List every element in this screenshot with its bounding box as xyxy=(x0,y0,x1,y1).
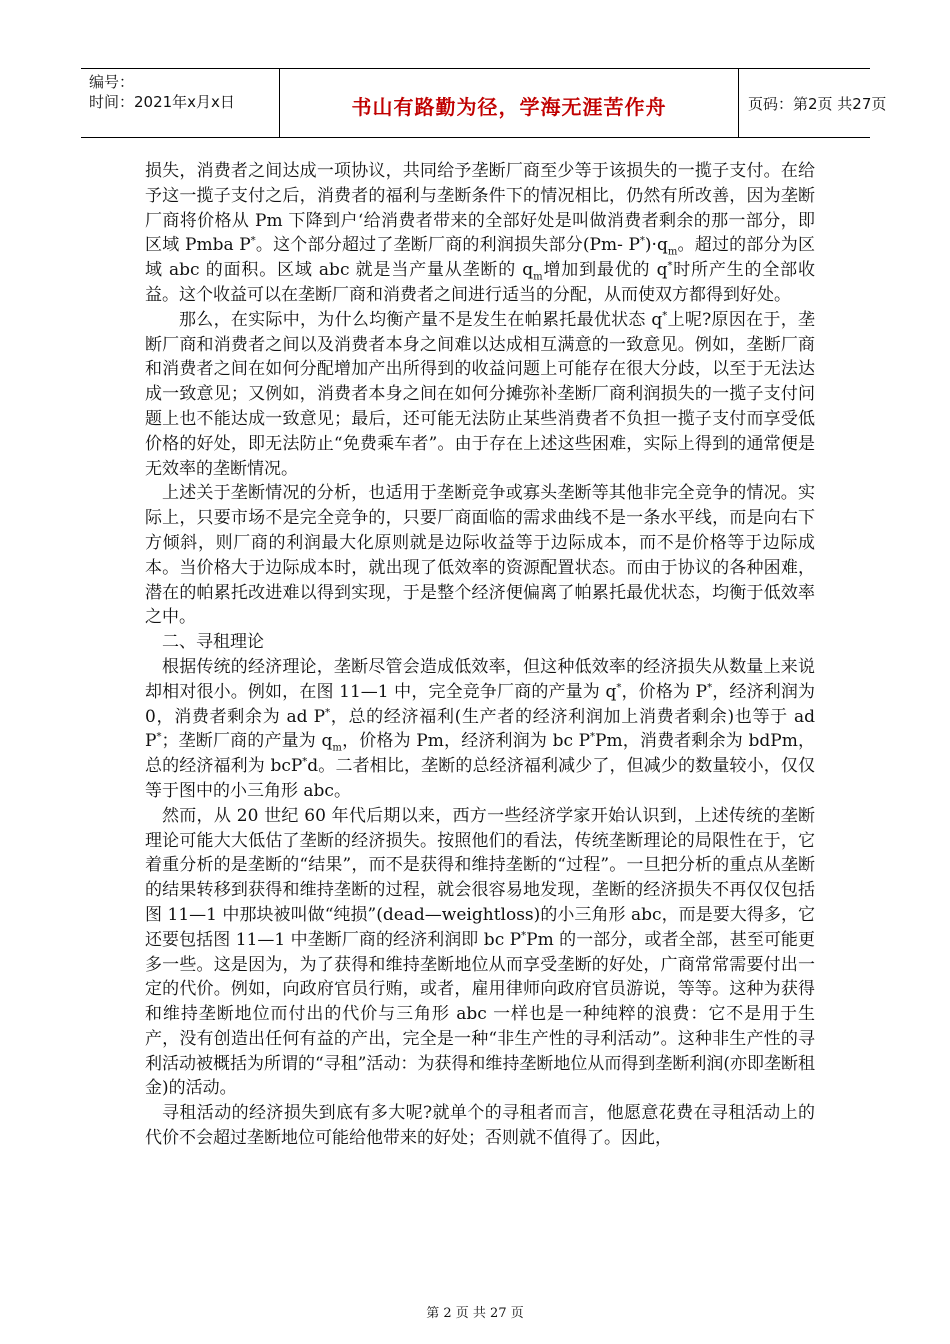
text-run: ，经济利润为 0，消费者剩余为 ad P xyxy=(145,681,816,727)
text-run: ，总的经济福利(生产者的经济利润加上消费者剩余)也等于 ad P xyxy=(145,706,815,752)
header-right-cell xyxy=(738,69,887,137)
text-run: ，价格为 P xyxy=(621,681,708,702)
text-run: Pm，消费者剩余为 bdPm，总的经济福利为 bcP xyxy=(145,731,815,777)
text-run: 那么，在实际中，为什么均衡产量不是发生在帕累托最优状态 q xyxy=(179,309,663,330)
paragraph-5 xyxy=(145,804,815,1102)
superscript: * xyxy=(521,930,527,942)
text-run: 。超过的部分为区域 abc 的面积。区域 abc 就是当产量从垄断的 q xyxy=(145,235,816,281)
subscript: m xyxy=(667,246,678,258)
paragraph-3 xyxy=(145,481,815,630)
text-run: 。这个部分超过了垄断厂商的利润损失部分(Pm- P xyxy=(255,235,640,256)
header-page-info: 页码：第2页 共27页 xyxy=(748,95,887,113)
paragraph-6 xyxy=(145,1101,815,1151)
text-run: ；垄断厂商的产量为 q xyxy=(161,731,333,752)
superscript: * xyxy=(662,310,668,322)
text-run: d。二者相比，垄断的总经济福利减少了，但减少的数量较小，仅仅等于图中的小三角形 abc。 xyxy=(145,756,815,801)
text-run: Pm 的一部分，或者全部，甚至可能更多一些。这是因为，为了获得和维持垄断地位从而享受垄断的好处，广商常常需要付出一定的代价。例如，向政府官员行贿，或者，雇用律师向政府官员游说，等等。这种为获得和维持垄断地位而付出的代价与三角形 abc 一样也是一种纯粹的浪费：它不是用于生产，没有创造出任何有益的产出，完全是一种“非生产性的寻利活动”。这种非生产性的寻利活动被概括为所谓的“寻租”活动：为获得和维持垄断地位从而得到垄断利润(亦即垄断租金)的活动。 xyxy=(145,929,816,1099)
header-motto: 书山有路勤为径，学海无涯苦作舟 xyxy=(351,95,667,119)
text-run: ，价格为 Pm，经济利润为 bc P xyxy=(341,731,591,752)
text-run: 寻租活动的经济损失到底有多大呢?就单个的寻租者而言，他愿意花费在寻租活动上的代价不会超过垄断地位可能给他带来的好处；否则就不值得了。因此， xyxy=(145,1103,815,1149)
text-run: 时所产生的全部收益。这个收益可以在垄断厂商和消费者之间进行适当的分配，从而使双方都得到好处。 xyxy=(145,260,815,305)
text-run: 根据传统的经济理论，垄断尽管会造成低效率，但这种低效率的经济损失从数量上来说却相对很小。例如，在图 11—1 中，完全竞争厂商的产量为 q xyxy=(145,656,815,702)
text-run: 损失，消费者之间达成一项协议，共同给予垄断厂商至少等于该损失的一揽子支付。在给予这一揽子支付之后，消费者的福利与垄断条件下的情况相比，仍然有所改善，因为垄断厂商将价格从 Pm 下降到户‘给消费者带来的全部好处是叫做消费者剩余的那一部分，即区域 Pmba P xyxy=(145,161,815,256)
superscript: * xyxy=(707,682,713,694)
superscript: * xyxy=(667,260,673,272)
section-heading: 二、寻租理论 xyxy=(162,632,264,653)
document-body xyxy=(145,159,815,1151)
text-run: 上呢?原因在于，垄断厂商和消费者之间以及消费者本身之间难以达成相互满意的一致意见。例如，垄断厂商和消费者之间在如何分配增加产出所得到的收益问题上可能存在很大分歧，以至于无法达成一致意见；又例如，消费者本身之间在如何分摊弥补垄断厂商利润损失的一揽子支付问题上也不能达成一致意见；最后，还可能无法防止某些消费者不负担一揽子支付而享受低价格的好处，即无法防止“免费乘车者”。由于存在上述这些困难，实际上得到的通常便是无效率的垄断情况。 xyxy=(145,309,815,479)
page-header xyxy=(81,68,887,138)
page-footer: 第 2 页 共 27 页 xyxy=(426,1306,524,1321)
superscript: * xyxy=(156,731,162,743)
text-run: )·q xyxy=(644,235,668,256)
subscript: m xyxy=(332,742,342,754)
paragraph-2 xyxy=(145,308,815,482)
superscript: * xyxy=(250,235,256,247)
header-motto-cell xyxy=(279,69,739,137)
header-left-cell xyxy=(81,69,279,137)
text-run: 然而，从 20 世纪 60 年代后期以来，西方一些经济学家开始认识到，上述传统的垄断理论可能大大低估了垄断的经济损失。按照他们的看法，传统垄断理论的局限性在于，它着重分析的是垄断的“结果”，而不是获得和维持垄断的“过程”。一旦把分析的重点从垄断的结果转移到获得和维持垄断的过程，就会很容易地发现，垄断的经济损失不再仅仅包括图 11—1 中那块被叫做“纯损”(dead—weightloss)的小三角形 abc，而是要大得多，它还要包括图 11—1 中垄断厂商的经济利润即 bc P xyxy=(145,805,815,950)
subscript: m xyxy=(533,271,543,283)
superscript: * xyxy=(302,756,308,768)
paragraph-1 xyxy=(145,159,815,308)
text-run: 增加到最优的 q xyxy=(542,260,668,281)
superscript: * xyxy=(639,235,645,247)
paragraph-4 xyxy=(145,655,815,804)
superscript: * xyxy=(590,731,596,743)
superscript: * xyxy=(616,682,622,694)
time-label: 时间：2021年x月x日 xyxy=(89,93,235,111)
text-run: 上述关于垄断情况的分析，也适用于垄断竞争或寡头垄断等其他非完全竞争的情况。实际上，只要市场不是完全竞争的，只要厂商面临的需求曲线不是一条水平线，而是向右下方倾斜，则厂商的利润最大化原则就是边际收益等于边际成本，而不是价格等于边际成本。当价格大于边际成本时，就出现了低效率的资源配置状态。而由于协议的各种困难，潜在的帕累托改进难以得到实现，于是整个经济便偏离了帕累托最优状态，均衡于低效率之中。 xyxy=(145,483,815,628)
superscript: * xyxy=(325,706,331,718)
number-label: 编号： xyxy=(89,73,135,91)
